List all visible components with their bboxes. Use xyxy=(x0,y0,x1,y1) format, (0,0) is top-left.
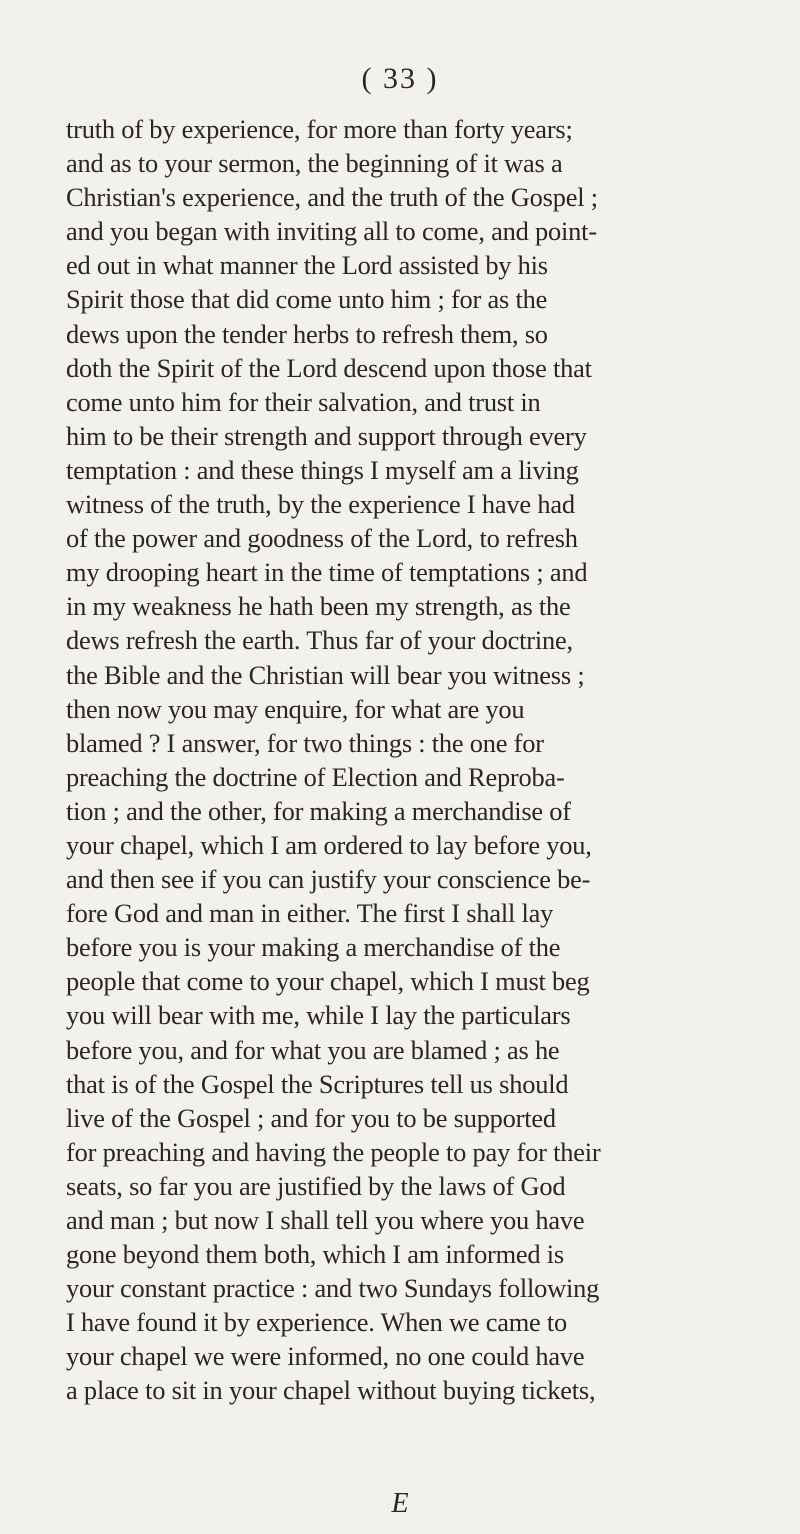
text-line: tion ; and the other, for making a merchandise of xyxy=(66,795,571,826)
text-line: your chapel we were informed, no one could have xyxy=(66,1341,585,1372)
body-text xyxy=(66,112,756,1408)
text-line: fore God and man in either. The first I shall lay xyxy=(66,898,554,929)
text-line: seats, so far you are justified by the laws of God xyxy=(66,1170,566,1201)
page-number: ( 33 ) xyxy=(361,62,439,95)
text-line: dews upon the tender herbs to refresh them, so xyxy=(66,318,548,349)
text-line: and man ; but now I shall tell you where you have xyxy=(66,1205,585,1235)
text-line: before you is your making a merchandise of the xyxy=(66,932,561,963)
text-line: him to be their strength and support through every xyxy=(66,420,587,451)
text-line: for preaching and having the people to pay for their xyxy=(66,1136,601,1167)
text-line: then now you may enquire, for what are you xyxy=(66,693,525,724)
text-line: blamed ? I answer, for two things : the one for xyxy=(66,727,544,758)
text-line: witness of the truth, by the experience I have had xyxy=(66,489,575,520)
text-line: my drooping heart in the time of temptations ; and xyxy=(66,557,588,588)
text-line: your constant practice : and two Sundays following xyxy=(66,1273,600,1304)
text-line: ed out in what manner the Lord assisted by his xyxy=(66,250,548,281)
text-line: and you began with inviting all to come, and point- xyxy=(66,216,597,247)
text-line: and then see if you can justify your conscience be- xyxy=(66,864,591,895)
text-line: in my weakness he hath been my strength, as the xyxy=(66,591,571,622)
text-line: gone beyond them both, which I am informed is xyxy=(66,1239,564,1270)
text-line: Spirit those that did come unto him ; for as the xyxy=(66,284,548,315)
text-line: that is of the Gospel the Scriptures tell us should xyxy=(66,1068,569,1099)
text-line: your chapel, which I am ordered to lay before you, xyxy=(66,829,592,860)
text-line: truth of by experience, for more than forty years; xyxy=(66,114,573,144)
text-line: preaching the doctrine of Election and Reproba- xyxy=(66,761,565,792)
text-line: live of the Gospel ; and for you to be supported xyxy=(66,1102,556,1133)
text-line: of the power and goodness of the Lord, to refresh xyxy=(66,523,578,554)
text-line: dews refresh the earth. Thus far of your doctrine, xyxy=(66,625,573,656)
signature-mark: E xyxy=(391,1488,409,1519)
text-line: you will bear with me, while I lay the particulars xyxy=(66,1000,571,1031)
text-line: Christian's experience, and the truth of the Gospel ; xyxy=(66,182,598,213)
text-line: before you, and for what you are blamed ; as he xyxy=(66,1034,560,1065)
text-line: temptation : and these things I myself am a living xyxy=(66,454,579,485)
text-line: and as to your sermon, the beginning of it was a xyxy=(66,148,563,179)
text-line: I have found it by experience. When we came to xyxy=(66,1307,567,1338)
text-line: people that come to your chapel, which I must beg xyxy=(66,966,590,997)
text-line: a place to sit in your chapel without buying tickets, xyxy=(66,1375,596,1406)
text-line: doth the Spirit of the Lord descend upon those that xyxy=(66,352,592,383)
text-line: come unto him for their salvation, and trust in xyxy=(66,386,541,417)
text-line: the Bible and the Christian will bear you witness ; xyxy=(66,659,585,690)
